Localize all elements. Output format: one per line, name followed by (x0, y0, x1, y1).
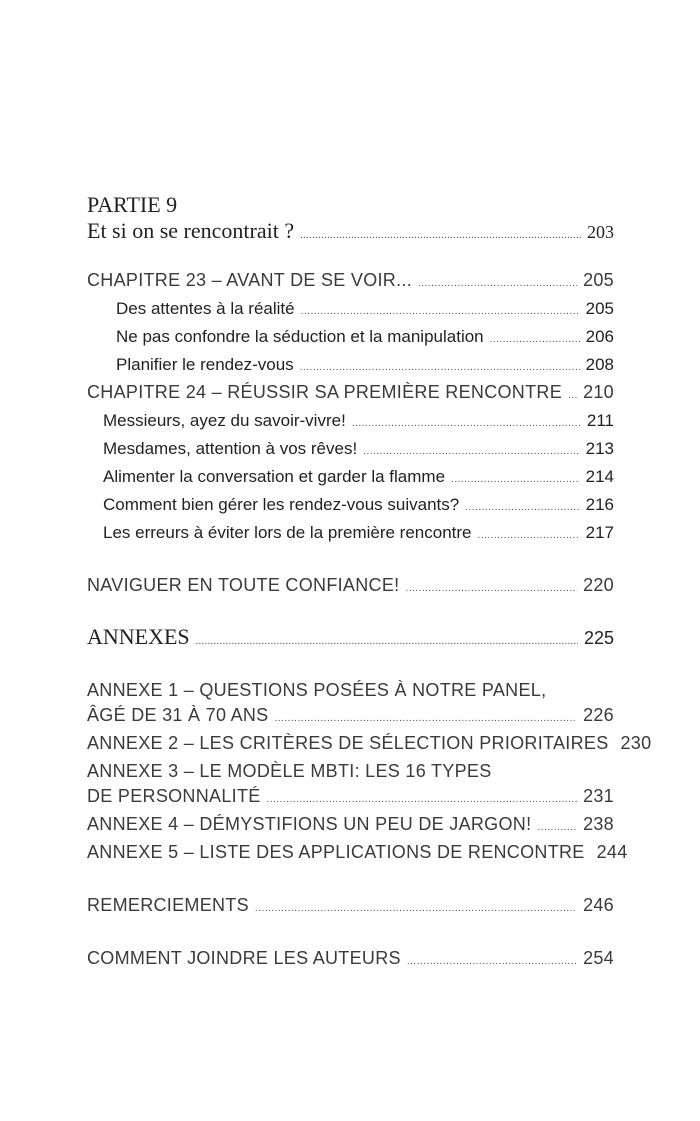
toc-entry-label: ANNEXE 5 – LISTE DES APPLICATIONS DE RENCONTRE (87, 842, 585, 862)
toc-entry-annexes[interactable] (87, 623, 614, 656)
toc-page-number: 238 (583, 814, 614, 834)
dot-leader (275, 706, 578, 731)
dot-leader (451, 467, 580, 492)
toc-page-number: 210 (583, 382, 614, 402)
table-of-contents (87, 192, 652, 974)
toc-entry-label: NAVIGUER EN TOUTE CONFIANCE! (87, 575, 400, 595)
toc-entry-section[interactable] (87, 296, 614, 324)
dot-leader (267, 787, 578, 812)
dot-leader (537, 815, 577, 840)
toc-page-number: 214 (585, 467, 614, 486)
toc-page-number: 208 (585, 355, 614, 374)
toc-page-number: 205 (583, 270, 614, 290)
toc-entry-section[interactable] (87, 492, 614, 520)
toc-page-number: 213 (585, 439, 614, 458)
toc-page-number: 225 (583, 628, 614, 648)
toc-entry-annexe-2[interactable] (87, 731, 652, 759)
toc-entry-label: COMMENT JOINDRE LES AUTEURS (87, 948, 401, 968)
toc-entry-chapitre-23[interactable] (87, 268, 614, 296)
toc-page-number: 217 (585, 523, 614, 542)
toc-entry-annexe-4[interactable] (87, 812, 614, 840)
toc-entry-label: CHAPITRE 24 – RÉUSSIR SA PREMIÈRE RENCONTRE (87, 382, 563, 402)
dot-leader (407, 949, 577, 974)
toc-page-number: 226 (583, 705, 614, 725)
toc-entry-annexe-1-line1[interactable]: ANNEXE 1 – QUESTIONS POSÉES À NOTRE PANEL, (87, 680, 547, 700)
toc-entry-label: DE PERSONNALITÉ (87, 786, 261, 806)
toc-entry-label: Et si on se rencontrait ? (87, 218, 295, 243)
toc-entry-annexe-3[interactable] (87, 784, 614, 812)
dot-leader (196, 628, 578, 656)
toc-entry-label: ANNEXE 4 – DÉMYSTIFIONS UN PEU DE JARGON! (87, 814, 532, 834)
toc-entry-section[interactable] (87, 520, 614, 548)
toc-entry-label: Alimenter la conversation et garder la flamme (103, 467, 446, 486)
toc-page-number: 216 (585, 495, 614, 514)
toc-entry-section[interactable] (87, 352, 614, 380)
dot-leader (363, 439, 579, 464)
dot-leader (301, 299, 580, 324)
toc-entry-auteurs[interactable] (87, 946, 614, 974)
toc-entry-annexe-3-line1[interactable]: ANNEXE 3 – LE MODÈLE MBTI: LES 16 TYPES (87, 761, 492, 781)
toc-entry-label: Les erreurs à éviter lors de la première rencontre (103, 523, 472, 542)
part-label: PARTIE 9 (87, 192, 178, 217)
toc-entry-label: REMERCIEMENTS (87, 895, 249, 915)
toc-entry-section[interactable] (87, 436, 614, 464)
toc-page-number: 231 (583, 786, 614, 806)
dot-leader (300, 222, 581, 250)
toc-entry-chapitre-24[interactable] (87, 380, 614, 408)
toc-entry-label: ÂGÉ DE 31 À 70 ANS (87, 705, 269, 725)
toc-page-number: 206 (585, 327, 614, 346)
toc-entry-label: Des attentes à la réalité (116, 299, 295, 318)
toc-entry-label: Mesdames, attention à vos rêves! (103, 439, 358, 458)
toc-entry-label: Ne pas confondre la séduction et la manipulation (116, 327, 484, 346)
dot-leader (352, 411, 581, 436)
toc-page-number: 244 (596, 842, 628, 862)
toc-entry-label: Planifier le rendez-vous (116, 355, 294, 374)
toc-entry-label: Messieurs, ayez du savoir-vivre! (103, 411, 346, 430)
dot-leader (568, 383, 577, 408)
dot-leader (405, 576, 577, 601)
toc-page-number: 246 (583, 895, 614, 915)
dot-leader (255, 896, 577, 921)
toc-entry-section[interactable] (87, 408, 614, 436)
toc-page-number: 203 (587, 222, 614, 242)
toc-entry-section[interactable] (87, 324, 614, 352)
dot-leader (478, 523, 580, 548)
toc-entry-remerciements[interactable] (87, 893, 614, 921)
toc-entry-annexe-1[interactable] (87, 703, 614, 731)
dot-leader (418, 271, 577, 296)
toc-entry-label: ANNEXES (87, 624, 190, 649)
toc-entry-partie-9[interactable] (87, 217, 614, 250)
toc-entry-label: CHAPITRE 23 – AVANT DE SE VOIR... (87, 270, 412, 290)
toc-page-number: 205 (585, 299, 614, 318)
toc-page-number: 254 (583, 948, 614, 968)
toc-page-number: 230 (620, 733, 652, 753)
toc-page-number: 220 (583, 575, 614, 595)
toc-entry-annexe-5[interactable] (87, 840, 628, 868)
toc-entry-section[interactable] (87, 464, 614, 492)
dot-leader (300, 355, 580, 380)
dot-leader (465, 495, 579, 520)
toc-entry-naviguer[interactable] (87, 573, 614, 601)
toc-page-number: 211 (586, 411, 614, 430)
dot-leader (490, 327, 580, 352)
toc-entry-label: ANNEXE 2 – LES CRITÈRES DE SÉLECTION PRIORITAIRES (87, 733, 609, 753)
toc-entry-label: Comment bien gérer les rendez-vous suivants? (103, 495, 460, 514)
